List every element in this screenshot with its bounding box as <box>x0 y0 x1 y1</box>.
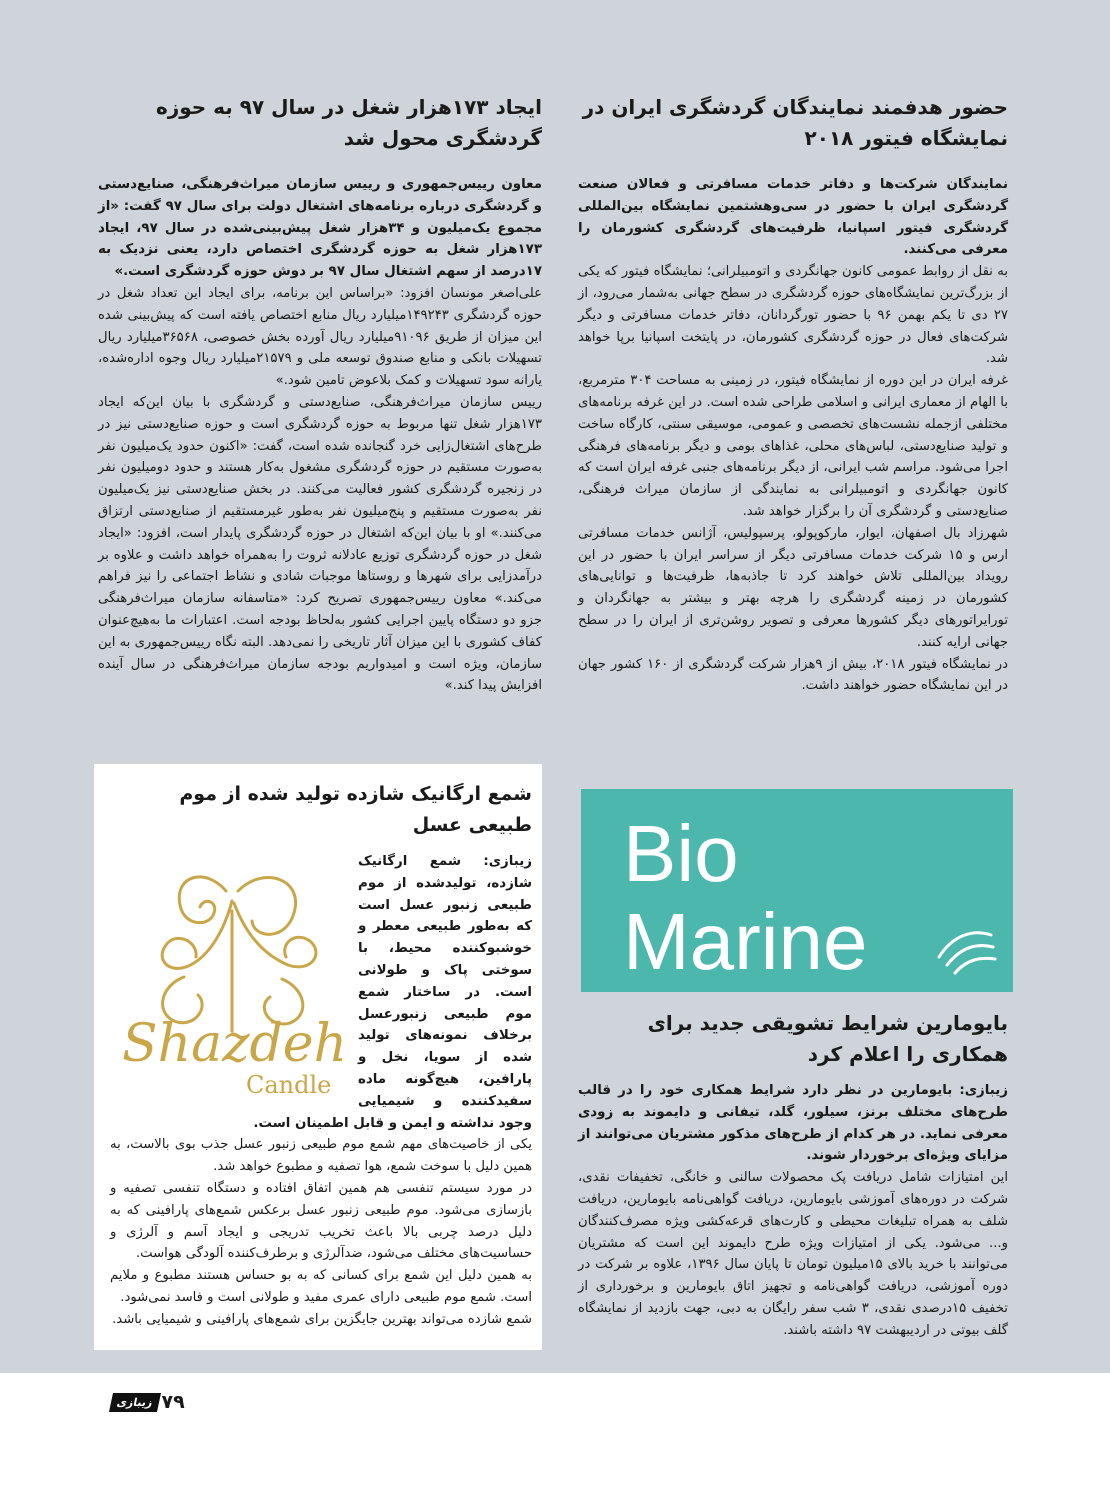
article-paragraph: این امتیازات شامل دریافت پک محصولات سالنی و خانگی، تخفیفات نقدی، شرکت در دوره‌های آموزشی بایومارین، دریافت گواهی‌نامه بایومارین، دریافت شلف به همراه تبلیغات محیطی و کارت‌های قرعه‌کشی ویژه مصرف‌کنندگان و... می‌شود. یکی از امتیازات ویژه طرح دایموند این است که مشتریان می‌توانند با خرید بالای ۱۵میلیون تومان تا پایان سال ۱۳۹۶، علاوه بر شرکت در دوره آموزشی، دریافت گواهی‌نامه و تجهیز اتاق بایومارین و برخورداری از تخفیف ۱۵درصدی نقدی، ۳ شب سفر رایگان به دبی، جهت بازدید از نمایشگاه گلف بیوتی در اردیبهشت ۹۷ داشته باشند. <box>578 1170 1008 1338</box>
logo-bio-text: Bio <box>623 809 739 898</box>
article-paragraph: در نمایشگاه فیتور ۲۰۱۸، بیش از ۹هزار شرکت گردشگری از ۱۶۰ کشور جهان در این نمایشگاه حضور خواهند داشت. <box>578 656 1009 694</box>
article-paragraph: علی‌اصغر مونسان افزود: «براساس این برنامه، برای ایجاد این تعداد شغل در حوزه گردشگری ۱۴۹۲۴۳میلیارد ریال منابع اختصاص یافته است که پیش‌بینی شده این میزان از طریق ۹۱۰۹۶میلیارد ریال آورده بخش خصوصی، ۳۶۵۶۸میلیارد ریال تسهیلات بانکی و منابع صندوق توسعه ملی و ۲۱۵۷۹میلیارد ریال وجوه اداره‌شده، یارانه سود تسهیلات و کمک بلاعوض تامین شود.» <box>98 285 542 389</box>
article-lead: معاون رییس‌جمهوری و رییس سازمان میراث‌فرهنگی، صنایع‌دستی و گردشگری درباره برنامه‌های اشتغال دولت برای سال ۹۷ گفت: «از مجموع یک‌میلیون و ۳۴هزار شغل پیش‌بینی‌شده در سال ۹۷، ایجاد ۱۷۳هزار شغل به حوزه گردشگری اختصاص دارد، یعنی نزدیک به ۱۷درصد از سهم اشتغال سال ۹۷ بر دوش حوزه گردشگری است.» <box>98 177 542 280</box>
article-paragraph: یکی از خاصیت‌های مهم شمع موم طبیعی زنبور عسل جذب بوی بالاست، به همین دلیل با سوخت شمع، هوا تصفیه و مطبوع خواهد شد. <box>110 1137 532 1175</box>
article-paragraph: غرفه ایران در این دوره از نمایشگاه فیتور، در زمینی به مساحت ۳۰۴ مترمربع، با الهام از معماری ایرانی و اسلامی طراحی شده است. در این غرفه برنامه‌های مختلفی ازجمله نشست‌های تخصصی و عمومی، موسیقی سنتی، کارگاه ساخت و تولید صنایع‌دستی، لباس‌های محلی، غذاهای بومی و دیگر برنامه‌های فرهنگی اجرا می‌شود. مراسم شب ایرانی، از دیگر برنامه‌های جنبی غرفه ایران است که کانون جهانگردی و اتومبیلرانی به نمایندگی از سازمان میراث فرهنگی، صنایع‌دستی و گردشگری آن را برگزار خواهد شد. <box>578 373 1008 519</box>
shazdeh-candle-logo <box>114 861 352 1101</box>
magazine-badge: زیبازی <box>109 1393 161 1412</box>
article-lead: زیبازی: شمع ارگانیک شازده، تولیدشده از موم طبیعی زنبور عسل است که به‌طور طبیعی معطر و خوشبوکننده محیط، با سوختی پاک و طولانی است. در ساختار شمع موم طبیعی زنبورعسل برخلاف نمونه‌های تولید شده از سویا، نخل و پارافین، هیچ‌گونه ماده سفیدکننده و شیمیایی وجود نداشته و ایمن و قابل اطمینان است. <box>253 854 532 1131</box>
biomarine-logo <box>581 789 1013 992</box>
article-paragraph: شمع شازده می‌تواند بهترین جایگزین برای شمع‌های پارافینی و شیمیایی باشد. <box>112 1311 532 1327</box>
biomarine-logo-art <box>581 789 1013 992</box>
article-title: شمع ارگانیک شازده تولید شده از موم طبیعی عسل <box>179 783 532 836</box>
article-lead: نمایندگان شرکت‌ها و دفاتر خدمات مسافرتی و فعالان صنعت گردشگری ایران با حضور در سی‌وهشتمین نمایشگاه بین‌المللی گردشگری فیتور اسپانیا، ظرفیت‌های گردشگری کشورمان را معرفی می‌کنند. <box>578 177 1008 258</box>
logo-script-text: Shazdeh <box>122 1014 348 1074</box>
logo-marine-text: Marine <box>623 897 868 986</box>
butterfly-logo-icon <box>114 861 352 1101</box>
article-paragraph: شهرزاد بال اصفهان، ایوار، مارکوپولو، پرسپولیس، آژانس خدمات مسافرتی ارس و ۱۵ شرکت خدمات مسافرتی دیگر از سراسر ایران با حضور در این رویداد بین‌المللی تلاش خواهند کرد تا جاذبه‌ها، ظرفیت‌ها و توانایی‌های کشورمان در زمینه گردشگری را هرچه بهتر و بیشتر به جهانگردان و تورایراتورهای دیگر کشورها معرفی و تصویر روشن‌تری از ایران را در سطح جهانی ارایه کنند. <box>578 525 1008 650</box>
article-title: بایومارین شرایط تشویقی جدید برای همکاری را اعلام کرد <box>647 1011 1008 1066</box>
logo-candle-text: Candle <box>246 1071 332 1099</box>
article-paragraph: رییس سازمان میراث‌فرهنگی، صنایع‌دستی و گردشگری با بیان این‌که ایجاد ۱۷۳هزار شغل تنها مربوط به حوزه گردشگری است و حوزه صنایع‌دستی نیز در طرح‌های اشتغال‌زایی خرد گنجانده شده است، گفت: «اکنون حدود یک‌میلیون نفر به‌صورت مستقیم در حوزه گردشگری مشغول به‌کار هستند و حدود دومیلیون نفر در زنجیره گردشگری کشور فعالیت می‌کنند. در بخش صنایع‌دستی نیز یک‌میلیون نفر به‌صورت مستقیم و پنج‌میلیون نفر به‌طور غیرمستقیم از صنایع‌دستی ارتزاق می‌کنند.» او با بیان این‌که اشتغال در حوزه گردشگری پایدار است، افزود: «ایجاد شغل در حوزه گردشگری توزیع عادلانه ثروت را به‌همراه خواهد داشت و علاوه بر درآمدزایی برای شهرها و روستاها موجبات شادی و نشاط اجتماعی را نیز فراهم می‌کند.» معاون رییس‌جمهوری تصریح کرد: «متاسفانه سازمان میراث‌فرهنگی جزو دو دستگاه پایین اجرایی کشور به‌لحاظ بودجه است. اعتبارات ما به‌هیچ‌عنوان کفاف کشوری با این میزان آثار تاریخی را نمی‌دهد. البته نگاه رییس‌جمهوری به این سازمان، ویژه است و امیدواریم بودجه سازمان میراث‌فرهنگی در سال آینده افزایش پیدا کند.» <box>98 394 542 694</box>
article-paragraph: به نقل از روابط عمومی کانون جهانگردی و اتومبیلرانی؛ نمایشگاه فیتور که یکی از بزرگ‌ترین نمایشگاه‌های حوزه گردشگری در سطح جهانی به‌شمار می‌رود، از ۲۷ دی تا یکم بهمن ۹۶ با حضور تورگردانان، دفاتر خدمات مسافرتی و دیگر شرکت‌های فعال در حوزه گردشگری کشورمان، در پایتخت اسپانیا برپا خواهد شد. <box>578 264 1009 367</box>
article-candle <box>110 779 532 1331</box>
page-number: ۷۹ <box>161 1391 185 1413</box>
article-paragraph: در مورد سیستم تنفسی هم همین اتفاق افتاده و دستگاه تنفسی تصفیه و بازسازی می‌شود. موم طبیعی زنبور عسل برعکس شمع‌های پارافینی که به دلیل درصد چربی بالا باعث تخریب تدریجی و ایجاد آسم و آلرژی و حساسیت‌های مختلف می‌شود، ضدآلرژی و برطرف‌کننده آلودگی هواست. <box>110 1180 532 1262</box>
page-folio <box>111 1391 185 1413</box>
article-title: حضور هدفمند نمایندگان گردشگری ایران در نمایشگاه فیتور ۲۰۱۸ <box>582 95 1008 150</box>
article-jobs <box>98 92 542 697</box>
article-biomarine <box>578 1008 1008 1342</box>
article-fitur <box>578 92 1008 697</box>
article-paragraph: به همین دلیل این شمع برای کسانی که به بو حساس هستند مطبوع و ملایم است. شمع موم طبیعی دارای عمری مفید و طولانی است و فاسد نمی‌شود. <box>110 1268 532 1305</box>
article-title: ایجاد ۱۷۳هزار شغل در سال ۹۷ به حوزه گردشگری محول شد <box>155 95 542 150</box>
wave-icon <box>939 933 995 973</box>
article-lead: زیبازی: بایومارین در نظر دارد شرایط همکاری خود را در قالب طرح‌های مختلف برنز، سیلور، گلد، تیفانی و دایموند به زودی معرفی نماید. در هر کدام از طرح‌های مذکور مشتریان می‌توانند از مزایای ویژه‌ای برخوردار شوند. <box>578 1083 1008 1164</box>
